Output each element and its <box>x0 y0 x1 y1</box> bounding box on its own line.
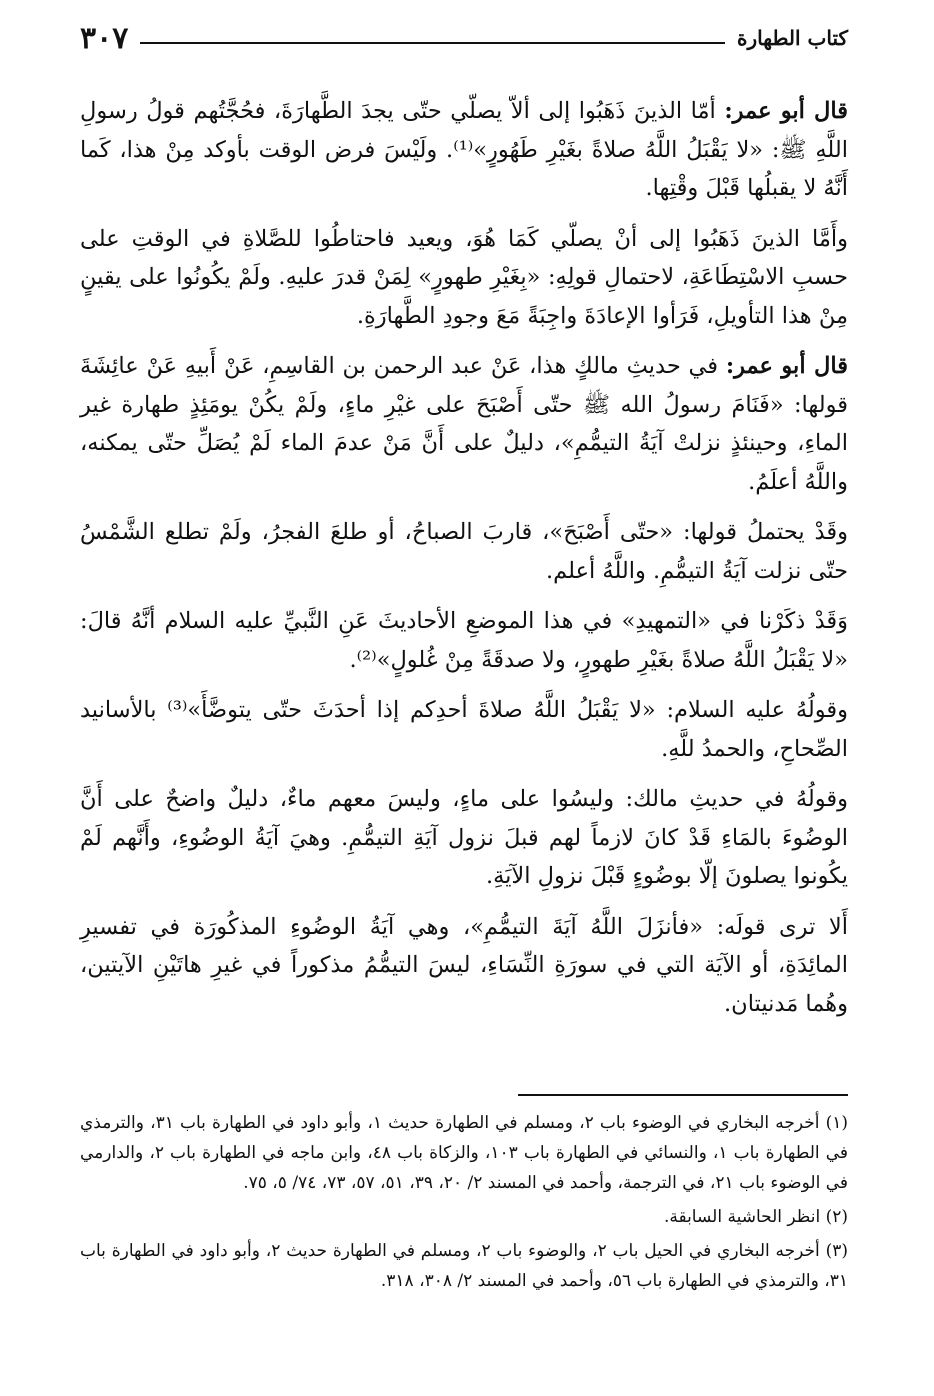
paragraph-lead: قال أبو عمر: <box>725 353 848 379</box>
page-header <box>80 18 848 58</box>
paragraph <box>80 92 848 208</box>
footnote: (٣) أخرجه البخاري في الحيل باب ٢، والوضوء باب ٢، ومسلم في الطهارة حديث ٢، وأبو داود في الطهارة باب ٣١، والترمذي في الطهارة باب ٥٦، وأحمد في المسند ٢/ ٣٠٨، ٣١٨. <box>80 1241 849 1291</box>
paragraph-text: وقولُهُ عليه السلام: «لا يَقْبَلُ اللَّهُ صلاةَ أحدِكم إذا أحدَثَ حتّى يتوضَّأَ»⁽³⁾ بالأسانيد الصِّحاحِ، والحمدُ للَّهِ. <box>80 697 848 762</box>
paragraph-text: أمّا الذينَ ذَهَبُوا إلى ألاّ يصلّي حتّى يجدَ الطَّهارَةَ، فحُجَّتُهم قولُ رسولِ اللَّهِ ﷺ: «لا يَقْبَلُ اللَّهُ صلاةً بغَيْرِ طَهُورٍ»⁽¹⁾. ولَيْسَ فرض الوقت بأوكد مِنْ هذا، كَما أَنَّهُ لا يقبلُها قَبْلَ وقْتِها. <box>80 98 848 201</box>
main-text <box>80 92 848 1035</box>
paragraph <box>80 908 848 1024</box>
page-number: ٣٠٧ <box>80 20 129 56</box>
paragraph-text: وَقَدْ ذكَرْنا في «التمهيدِ» في هذا الموضعِ الأحاديثَ عَنِ النَّبيِّ عليه السلام أنَّهُ قالَ: «لا يَقْبَلُ اللَّهُ صلاةً بغَيْرِ طهورٍ، ولا صدقَةً مِنْ غُلولٍ»⁽²⁾. <box>80 608 848 673</box>
paragraph <box>80 602 848 679</box>
paragraph-text: وقولُهُ في حديثِ مالك: وليسُوا على ماءٍ، وليسَ معهم ماءٌ، دليلٌ واضحٌ على أَنَّ الوضُوءَ بالمَاءِ قَدْ كانَ لازماً لهم قبلَ نزول آيَةِ التيمُّمِ. وهيَ آيَةُ الوضُوءِ، وأَنَّهم لَمْ يكُونوا يصلونَ إلّا بوضُوءٍ قَبْلَ نزولِ الآيَةِ. <box>80 786 848 889</box>
paragraph <box>80 347 848 501</box>
paragraph-text: أَلا ترى قولَه: «فأنزَلَ اللَّهُ آيَةَ التيمُّمِ»، وهي آيَةُ الوضُوءِ المذكُورَة في تفسيرِ المائِدَةِ، أو الآيَة التي في سورَةِ النِّسَاءِ، ليسَ التيمُّمُ مذكوراً في غيرِ هاتَيْنِ الآيتين، وهُما مَدنيتان. <box>80 913 848 1017</box>
footnote: (٢) انظر الحاشية السابقة. <box>663 1207 848 1227</box>
paragraph <box>80 513 848 590</box>
chapter-title: كتاب الطهارة <box>737 26 848 50</box>
footnote: (١) أخرجه البخاري في الوضوء باب ٢، ومسلم في الطهارة حديث ١، وأبو داود في الطهارة باب ٣١، والترمذي في الطهارة باب ١، والنسائي في الطهارة باب ١٠٣، والزكاة باب ٤٨، وابن ماجه في الطهارة باب ٢، والدارمي في الوضوء باب ٢١، في الترجمة، وأحمد في المسند ٢/ ٢٠، ٣٩، ٥١، ٥٧، ٧٣، ٧٤/ ٥، ٧٥. <box>80 1113 848 1193</box>
footnote-separator <box>518 1094 848 1096</box>
paragraph-text: وقَدْ يحتملُ قولها: «حتّى أَصْبَحَ»، قاربَ الصباحُ، أو طلعَ الفجرُ، ولَمْ تطلع الشَّمْسُ حتّى نزلت آيَةُ التيمُّمِ. واللَّهُ أعلم. <box>80 519 848 584</box>
paragraph-lead: قال أبو عمر: <box>724 98 849 124</box>
paragraph-text: وأَمَّا الذينَ ذَهَبُوا إلى أنْ يصلّي كَمَا هُوَ، ويعيد فاحتاطُوا للصَّلاةِ في الوقتِ على حسبِ الاسْتِطَاعَةِ، لاحتمالِ قولِهِ: «بِغَيْرِ طهورٍ» لِمَنْ قدرَ عليهِ. ولَمْ يكُونُوا على يقينٍ مِنْ هذا التأويلِ، فَرَأوا الإعادَةَ واجِبَةً مَعَ وجودِ الطَّهارَةِ. <box>80 225 848 329</box>
footnotes <box>80 1108 848 1300</box>
paragraph <box>80 220 848 336</box>
paragraph <box>80 691 848 768</box>
paragraph-text: في حديثِ مالكٍ هذا، عَنْ عبد الرحمن بن القاسِمِ، عَنْ أَبيهِ عَنْ عائِشَةَ قولها: «فَنَامَ رسولُ الله ﷺ حتّى أَصْبَحَ على غيْرِ ماءٍ، ولَمْ يكُنْ يومَئِذٍ طهارة غير الماءِ، وحينئذٍ نزلتْ آيَةُ التيمُّمِ»، دليلٌ على أَنَّ مَنْ عدمَ الماء لَمْ يُصَلِّ حتّى يمكنه، واللَّهُ أعلَمُ. <box>80 353 848 495</box>
paragraph <box>80 780 848 896</box>
header-rule <box>140 42 725 44</box>
